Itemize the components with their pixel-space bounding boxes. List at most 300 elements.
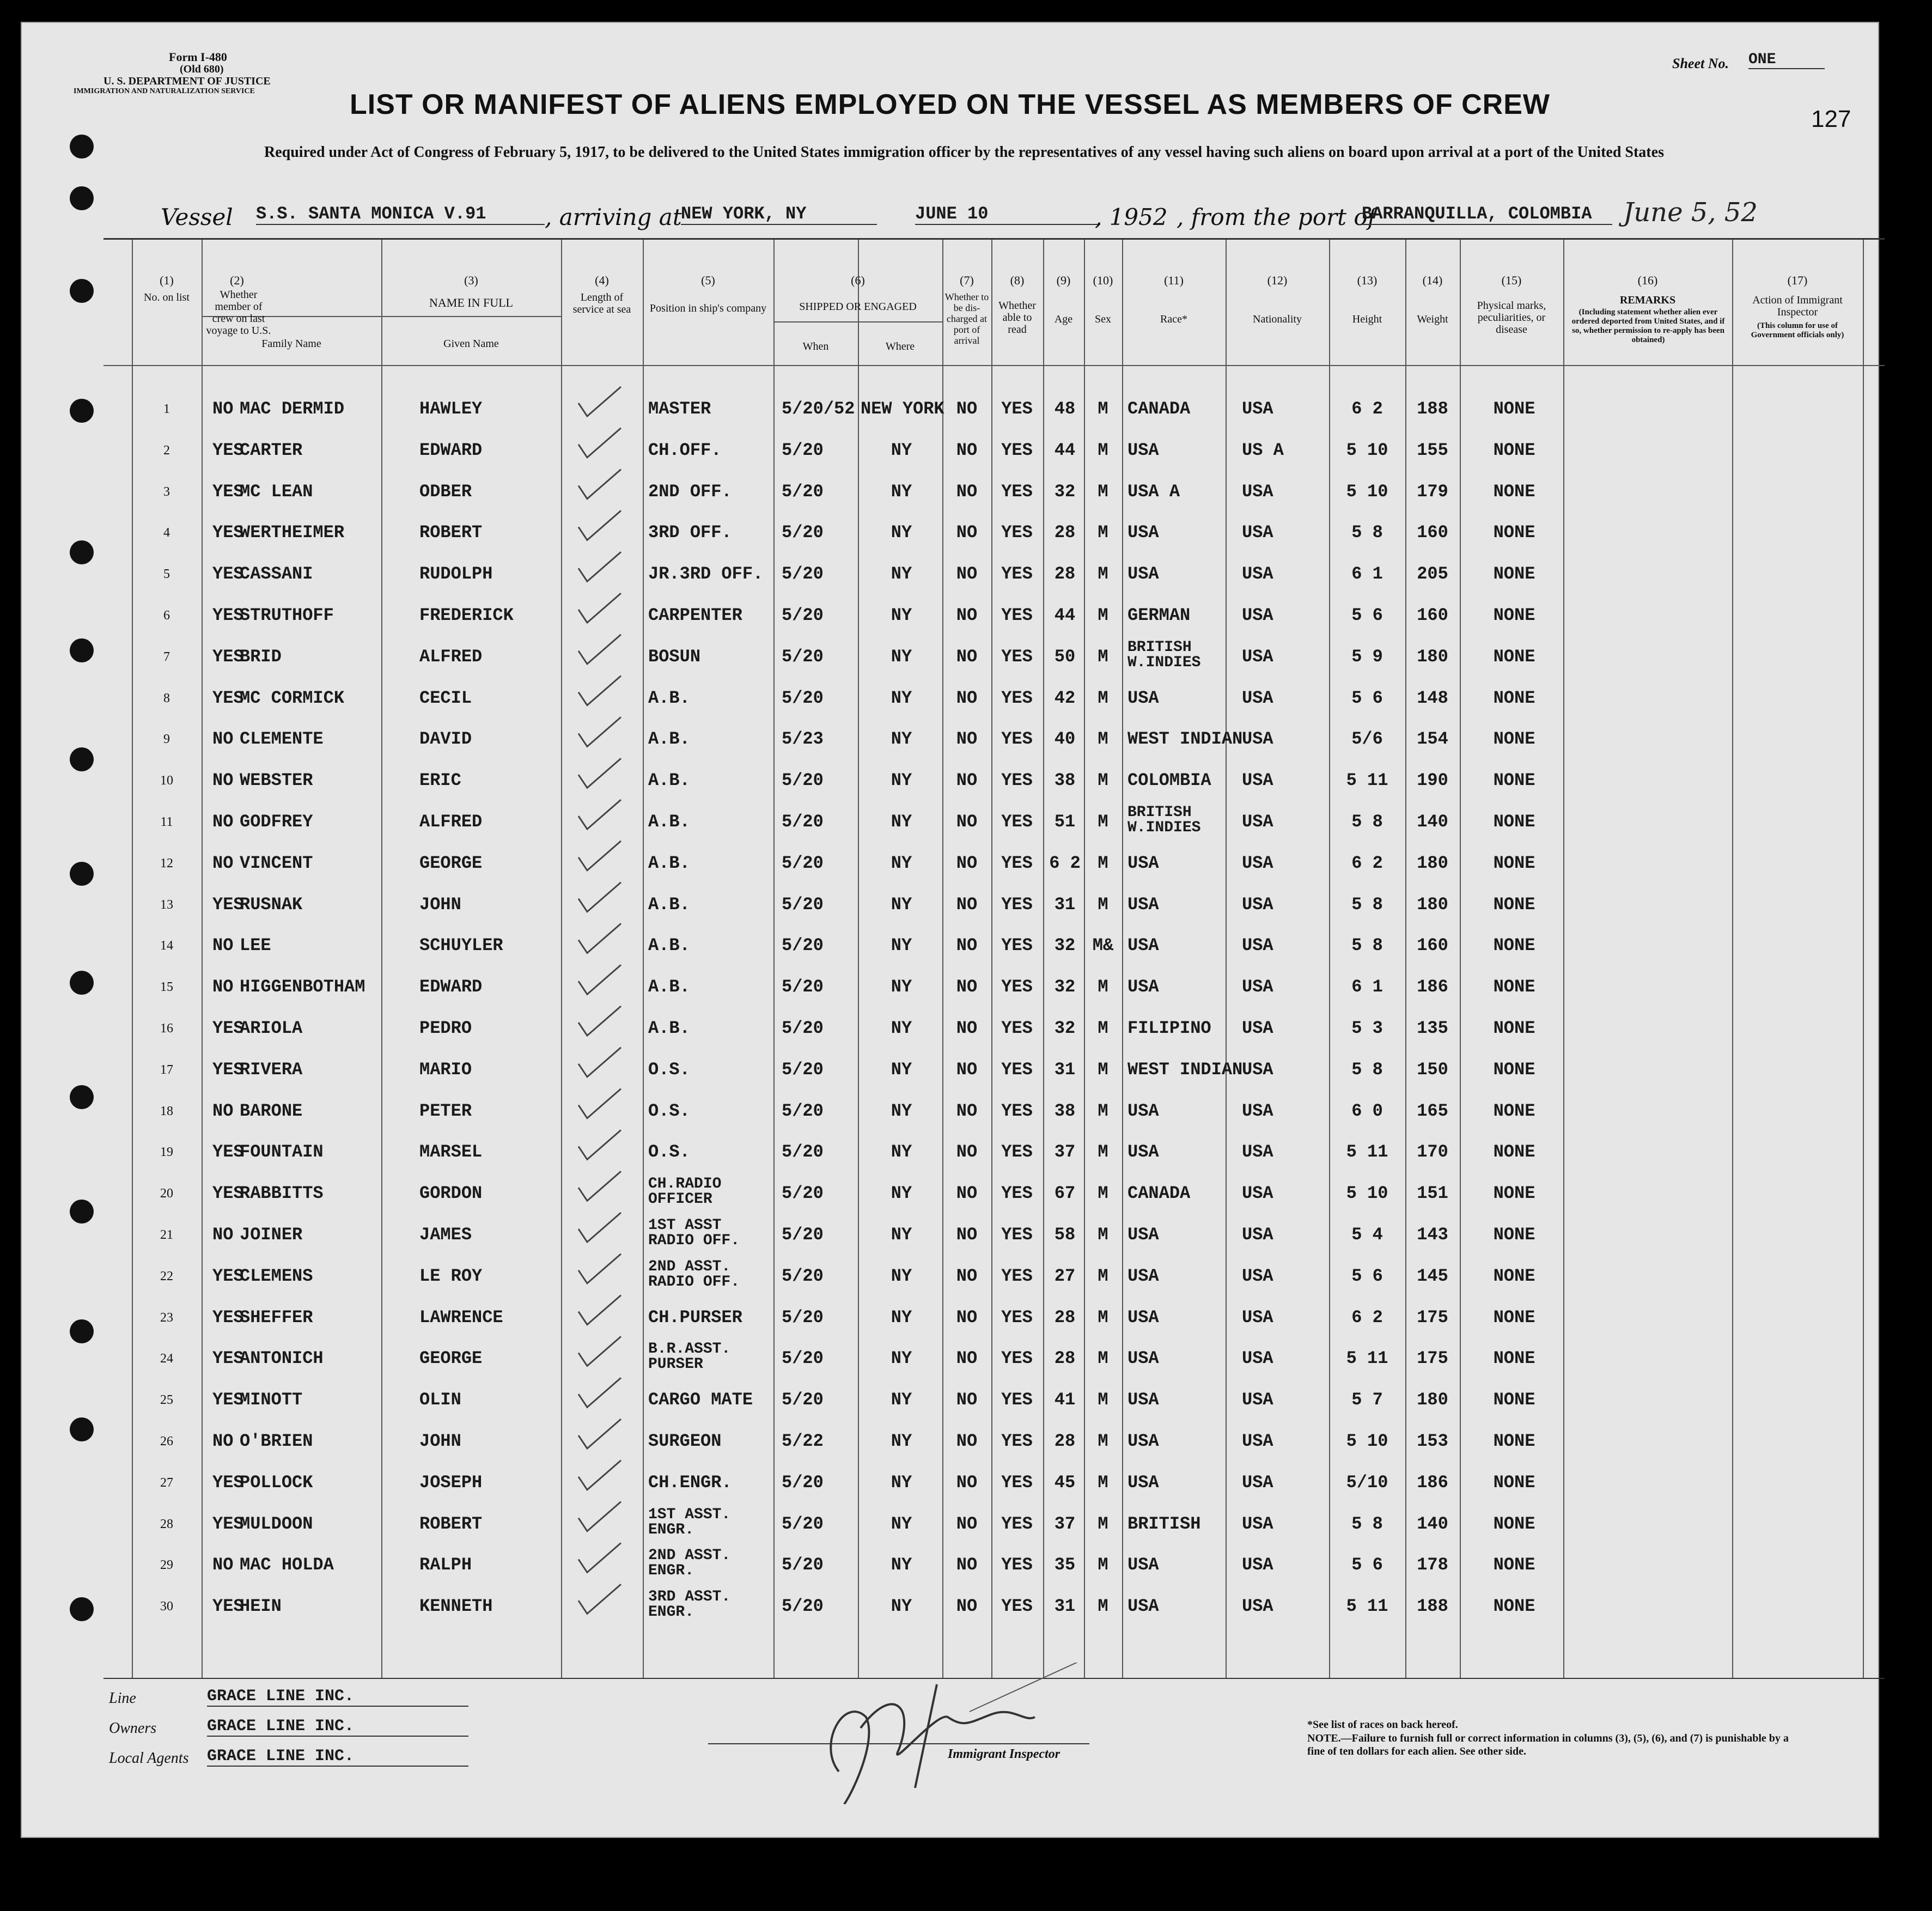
cell-family-name: SHEFFER [240,1307,313,1328]
cell-position: CH.OFF. [648,440,722,460]
cell-able-to-read: YES [1001,1431,1033,1451]
col-header-inspector-action: Action of Immigrant Inspector [1752,294,1843,318]
cell-prev-voyage: NO [212,729,234,750]
punch-hole [70,1319,94,1343]
cell-physical-marks: NONE [1493,977,1535,997]
cell-family-name: FOUNTAIN [240,1142,324,1163]
cell-given-name: LE ROY [419,1265,483,1286]
cell-prev-voyage: YES [212,440,244,460]
cell-able-to-read: YES [1001,1018,1033,1038]
cell-position: CH.ENGR. [648,1472,732,1493]
cell-family-name: BRID [240,646,282,667]
cell-age: 28 [1054,564,1076,585]
cell-able-to-read: YES [1001,605,1033,625]
cell-prev-voyage: YES [212,1390,244,1410]
cell-shipped-where: NY [891,894,912,915]
cell-height: 5 11 [1346,770,1388,791]
cell-prev-voyage: YES [212,1018,244,1038]
cell-shipped-where: NY [891,1513,912,1534]
cell-position: A.B. [648,729,690,750]
cell-given-name: MARSEL [419,1142,483,1163]
cell-physical-marks: NONE [1493,770,1535,791]
cell-physical-marks: NONE [1493,1555,1535,1575]
service-checkmark [578,1336,621,1366]
cell-height: 6 2 [1351,1307,1383,1328]
col-9-number: (9) [1056,273,1071,287]
cell-discharged: NO [956,646,978,667]
cell-shipped-when: 5/20 [782,1100,824,1121]
cell-position: CH.PURSER [648,1307,742,1328]
cell-position: 1ST ASST. ENGR. [648,1506,731,1538]
cell-family-name: MAC HOLDA [240,1555,334,1575]
arrival-year: , 1952 [1095,204,1168,230]
cell-able-to-read: YES [1001,564,1033,585]
cell-weight: 175 [1417,1348,1448,1369]
punch-hole [70,1597,94,1621]
cell-nationality: USA [1242,1307,1273,1328]
cell-physical-marks: NONE [1493,1596,1535,1617]
cell-family-name: LEE [240,935,271,956]
cell-row-number: 17 [160,1062,173,1077]
cell-shipped-when: 5/20 [782,1142,824,1163]
cell-shipped-where: NY [891,1059,912,1080]
cell-discharged: NO [956,1596,978,1617]
service-checkmark [578,1089,621,1118]
cell-physical-marks: NONE [1493,1431,1535,1451]
local-agents-label: Local Agents [109,1750,189,1767]
cell-able-to-read: YES [1001,1059,1033,1080]
cell-shipped-where: NY [891,1472,912,1493]
cell-prev-voyage: NO [212,1100,234,1121]
service-checkmark [578,1419,621,1449]
cell-age: 35 [1054,1555,1076,1575]
cell-discharged: NO [956,605,978,625]
cell-discharged: NO [956,1059,978,1080]
cell-position: CH.RADIO OFFICER [648,1176,722,1208]
cell-nationality: USA [1242,1059,1273,1080]
cell-prev-voyage: YES [212,564,244,585]
cell-height: 5 6 [1351,687,1383,708]
cell-position: 1ST ASST RADIO OFF. [648,1217,740,1249]
cell-nationality: USA [1242,605,1273,625]
col-2-number: (2) [230,273,244,287]
cell-discharged: NO [956,1472,978,1493]
agency-name: U. S. DEPARTMENT OF JUSTICE [103,75,271,87]
col-4-number: (4) [595,273,609,287]
crew-table [103,238,1885,1679]
cell-race: GERMAN [1127,605,1191,625]
cell-given-name: MARIO [419,1059,472,1080]
col-header-discharged: Whether to be dis-charged at port of arrival [944,291,989,346]
cell-age: 44 [1054,440,1076,460]
punch-hole [70,186,94,210]
cell-age: 40 [1054,729,1076,750]
cell-physical-marks: NONE [1493,605,1535,625]
cell-height: 5 10 [1346,481,1388,502]
cell-weight: 186 [1417,977,1448,997]
cell-height: 5 10 [1346,1183,1388,1204]
cell-given-name: ERIC [419,770,461,791]
cell-discharged: NO [956,935,978,956]
cell-shipped-where: NY [891,1555,912,1575]
from-port-value: BARRANQUILLA, COLOMBIA [1362,204,1612,225]
cell-race: USA [1127,853,1159,873]
cell-shipped-when: 5/22 [782,1431,824,1451]
cell-discharged: NO [956,1265,978,1286]
cell-shipped-when: 5/23 [782,729,824,750]
cell-height: 6 2 [1351,853,1383,873]
col-header-prev-voyage: Whether member of crew on last voyage to U.S. [206,289,271,337]
cell-family-name: HEIN [240,1596,282,1617]
cell-able-to-read: YES [1001,853,1033,873]
col-header-remarks-note: (Including statement whether alien ever ordered deported from United States, and if so, whether permission to re-apply has been obtained) [1571,308,1725,344]
cell-row-number: 1 [163,402,170,416]
service-checkmark [578,552,621,581]
service-checkmark [578,717,621,746]
cell-height: 5 10 [1346,440,1388,460]
cell-age: 48 [1054,399,1076,419]
cell-race: USA [1127,1472,1159,1493]
cell-able-to-read: YES [1001,729,1033,750]
cell-able-to-read: YES [1001,770,1033,791]
punch-hole [70,747,94,771]
cell-race: COLOMBIA [1127,770,1211,791]
service-checkmark [578,1295,621,1325]
cell-family-name: CLEMENTE [240,729,324,750]
col-header-family-name: Family Name [261,338,321,350]
cell-given-name: RUDOLPH [419,564,493,585]
cell-given-name: DAVID [419,729,472,750]
cell-row-number: 24 [160,1352,173,1366]
service-checkmark [578,1006,621,1036]
punch-hole [70,1200,94,1224]
service-checkmark [578,1048,621,1077]
service-checkmark [578,593,621,623]
cell-given-name: JOSEPH [419,1472,483,1493]
service-checkmark [578,800,621,829]
cell-given-name: LAWRENCE [419,1307,503,1328]
cell-race: USA [1127,1265,1159,1286]
cell-sex: M [1098,1225,1108,1245]
cell-race: USA [1127,1348,1159,1369]
cell-shipped-when: 5/20 [782,1513,824,1534]
cell-row-number: 18 [160,1104,173,1118]
cell-given-name: OLIN [419,1390,461,1410]
from-port-label: , from the port of [1177,204,1376,230]
cell-age: 31 [1054,1596,1076,1617]
cell-discharged: NO [956,1555,978,1575]
cell-able-to-read: YES [1001,1142,1033,1163]
cell-row-number: 22 [160,1269,173,1283]
cell-row-number: 28 [160,1517,173,1531]
cell-discharged: NO [956,1100,978,1121]
cell-prev-voyage: YES [212,1307,244,1328]
cell-race: USA [1127,564,1159,585]
col-header-service: Length of service at sea [572,291,631,315]
inspector-signature [806,1663,1111,1804]
cell-nationality: USA [1242,1472,1273,1493]
cell-prev-voyage: YES [212,687,244,708]
cell-row-number: 5 [163,567,170,582]
cell-shipped-when: 5/20 [782,1225,824,1245]
cell-position: SURGEON [648,1431,722,1451]
cell-sex: M [1098,399,1108,419]
cell-row-number: 4 [163,526,170,540]
cell-given-name: GEORGE [419,1348,483,1369]
cell-row-number: 30 [160,1599,173,1614]
service-checkmark [578,841,621,871]
cell-given-name: KENNETH [419,1596,493,1617]
cell-shipped-where: NY [891,564,912,585]
cell-shipped-where: NY [891,1225,912,1245]
service-checkmark [578,1213,621,1242]
cell-race: FILIPINO [1127,1018,1211,1038]
owners-value: GRACE LINE INC. [207,1717,468,1737]
cell-shipped-where: NY [891,1018,912,1038]
cell-discharged: NO [956,977,978,997]
cell-age: 45 [1054,1472,1076,1493]
service-checkmark [578,676,621,705]
cell-physical-marks: NONE [1493,687,1535,708]
cell-position: A.B. [648,935,690,956]
cell-position: A.B. [648,894,690,915]
service-checkmark [578,1171,621,1201]
cell-weight: 148 [1417,687,1448,708]
cell-row-number: 7 [163,649,170,664]
cell-physical-marks: NONE [1493,1472,1535,1493]
cell-given-name: GEORGE [419,853,483,873]
cell-given-name: ALFRED [419,646,483,667]
cell-given-name: JOHN [419,1431,461,1451]
service-checkmark [578,883,621,912]
cell-weight: 165 [1417,1100,1448,1121]
cell-physical-marks: NONE [1493,399,1535,419]
cell-able-to-read: YES [1001,894,1033,915]
cell-position: BOSUN [648,646,701,667]
cell-shipped-when: 5/20 [782,564,824,585]
cell-able-to-read: YES [1001,399,1033,419]
cell-family-name: MC LEAN [240,481,313,502]
cell-family-name: WERTHEIMER [240,522,345,543]
cell-race: USA [1127,1100,1159,1121]
cell-discharged: NO [956,399,978,419]
col-header-race: Race* [1160,313,1187,325]
cell-row-number: 23 [160,1310,173,1325]
cell-row-number: 12 [160,856,173,871]
cell-nationality: USA [1242,1431,1273,1451]
cell-race: USA [1127,977,1159,997]
cell-prev-voyage: NO [212,812,234,832]
cell-family-name: STRUTHOFF [240,605,334,625]
cell-race: USA [1127,894,1159,915]
cell-shipped-when: 5/20 [782,1183,824,1204]
cell-race: USA [1127,935,1159,956]
cell-discharged: NO [956,812,978,832]
col-8-number: (8) [1010,273,1025,287]
cell-family-name: ANTONICH [240,1348,324,1369]
cell-shipped-when: 5/20 [782,1348,824,1369]
cell-weight: 180 [1417,853,1448,873]
cell-able-to-read: YES [1001,1555,1033,1575]
col-14-number: (14) [1422,273,1443,287]
cell-position: CARPENTER [648,605,742,625]
cell-sex: M [1098,1059,1108,1080]
cell-discharged: NO [956,687,978,708]
cell-height: 5 8 [1351,522,1383,543]
penalty-note: NOTE.—Failure to furnish full or correct information in columns (3), (5), (6), and (7) is punishable by a fine of ten dollars for each alien. See other side. [1307,1732,1789,1757]
cell-prev-voyage: YES [212,605,244,625]
cell-shipped-where: NY [891,812,912,832]
cell-nationality: USA [1242,564,1273,585]
cell-family-name: RABBITTS [240,1183,324,1204]
punch-hole [70,135,94,159]
cell-able-to-read: YES [1001,1307,1033,1328]
cell-family-name: RIVERA [240,1059,303,1080]
cell-position: A.B. [648,687,690,708]
col-header-given-name: Given Name [443,338,499,350]
col-3-number: (3) [464,273,478,287]
cell-row-number: 9 [163,732,170,747]
cell-physical-marks: NONE [1493,1100,1535,1121]
cell-discharged: NO [956,481,978,502]
cell-shipped-when: 5/20 [782,522,824,543]
service-checkmark [578,1460,621,1490]
cell-weight: 170 [1417,1142,1448,1163]
cell-family-name: POLLOCK [240,1472,313,1493]
col-header-weight: Weight [1417,313,1448,325]
cell-prev-voyage: YES [212,1142,244,1163]
cell-nationality: USA [1242,853,1273,873]
cell-age: 32 [1054,1018,1076,1038]
inspector-label: Immigrant Inspector [948,1747,1061,1761]
cell-sex: M [1098,1472,1108,1493]
manifest-sheet [21,22,1879,1838]
cell-weight: 160 [1417,522,1448,543]
cell-age: 44 [1054,605,1076,625]
cell-weight: 150 [1417,1059,1448,1080]
cell-discharged: NO [956,1018,978,1038]
cell-prev-voyage: YES [212,1596,244,1617]
cell-physical-marks: NONE [1493,481,1535,502]
cell-discharged: NO [956,522,978,543]
cell-shipped-where: NY [891,522,912,543]
form-old-number: (Old 680) [180,63,224,75]
cell-row-number: 3 [163,484,170,499]
cell-weight: 190 [1417,770,1448,791]
cell-race: USA [1127,1142,1159,1163]
cell-prev-voyage: NO [212,399,234,419]
cell-shipped-when: 5/20 [782,1307,824,1328]
cell-height: 5 11 [1346,1348,1388,1369]
cell-prev-voyage: NO [212,1225,234,1245]
cell-given-name: ROBERT [419,1513,483,1534]
vessel-label: Vessel [161,204,233,230]
cell-sex: M [1098,1307,1108,1328]
cell-row-number: 6 [163,608,170,623]
cell-sex: M [1098,1348,1108,1369]
cell-nationality: USA [1242,1183,1273,1204]
cell-height: 5 3 [1351,1018,1383,1038]
col-header-when: When [802,340,829,352]
cell-row-number: 25 [160,1393,173,1408]
cell-sex: M [1098,1018,1108,1038]
cell-family-name: MC CORMICK [240,687,345,708]
cell-height: 5 8 [1351,1513,1383,1534]
service-checkmark [578,923,621,953]
cell-row-number: 20 [160,1186,173,1201]
cell-age: 6 2 [1049,853,1081,873]
service-checkmark [578,428,621,458]
cell-shipped-where: NY [891,1596,912,1617]
cell-age: 28 [1054,522,1076,543]
cell-family-name: WEBSTER [240,770,313,791]
service-checkmark [578,965,621,994]
cell-shipped-when: 5/20 [782,1472,824,1493]
cell-race: USA [1127,1390,1159,1410]
punch-hole [70,638,94,662]
cell-shipped-where: NY [891,853,912,873]
cell-position: A.B. [648,853,690,873]
cell-nationality: USA [1242,1513,1273,1534]
cell-race: WEST INDIAN [1127,729,1243,750]
col-11-number: (11) [1164,273,1184,287]
cell-age: 31 [1054,894,1076,915]
sheet-value: ONE [1748,51,1825,69]
col-header-name: NAME IN FULL [429,296,513,309]
cell-sex: M [1098,1100,1108,1121]
page-title: LIST OR MANIFEST OF ALIENS EMPLOYED ON THE VESSEL AS MEMBERS OF CREW [350,89,1550,120]
col-header-inspector-note: (This column for use of Government officials only) [1751,321,1844,339]
cell-weight: 145 [1417,1265,1448,1286]
cell-family-name: RUSNAK [240,894,303,915]
cell-weight: 153 [1417,1431,1448,1451]
cell-sex: M [1098,1596,1108,1617]
col-header-height: Height [1352,313,1382,325]
cell-able-to-read: YES [1001,440,1033,460]
cell-row-number: 19 [160,1145,173,1160]
cell-nationality: USA [1242,894,1273,915]
cell-able-to-read: YES [1001,1265,1033,1286]
cell-given-name: ODBER [419,481,472,502]
cell-height: 5 6 [1351,605,1383,625]
cell-shipped-where: NY [891,1307,912,1328]
cell-sex: M [1098,687,1108,708]
cell-discharged: NO [956,1307,978,1328]
cell-nationality: USA [1242,687,1273,708]
cell-nationality: USA [1242,481,1273,502]
cell-shipped-where: NY [891,605,912,625]
cell-family-name: MINOTT [240,1390,303,1410]
handwritten-date: June 5, 52 [1623,197,1758,228]
col-header-age: Age [1054,313,1073,325]
page-number: 127 [1811,106,1851,132]
cell-age: 32 [1054,481,1076,502]
cell-able-to-read: YES [1001,935,1033,956]
service-checkmark [578,635,621,664]
cell-race: USA [1127,440,1159,460]
cell-discharged: NO [956,1225,978,1245]
cell-position: 3RD ASST. ENGR. [648,1589,731,1621]
cell-family-name: JOINER [240,1225,303,1245]
cell-given-name: EDWARD [419,440,483,460]
cell-race: CANADA [1127,399,1191,419]
cell-shipped-when: 5/20 [782,1265,824,1286]
cell-sex: M [1098,440,1108,460]
cell-able-to-read: YES [1001,1183,1033,1204]
cell-able-to-read: YES [1001,977,1033,997]
cell-given-name: JAMES [419,1225,472,1245]
cell-shipped-where: NY [891,646,912,667]
